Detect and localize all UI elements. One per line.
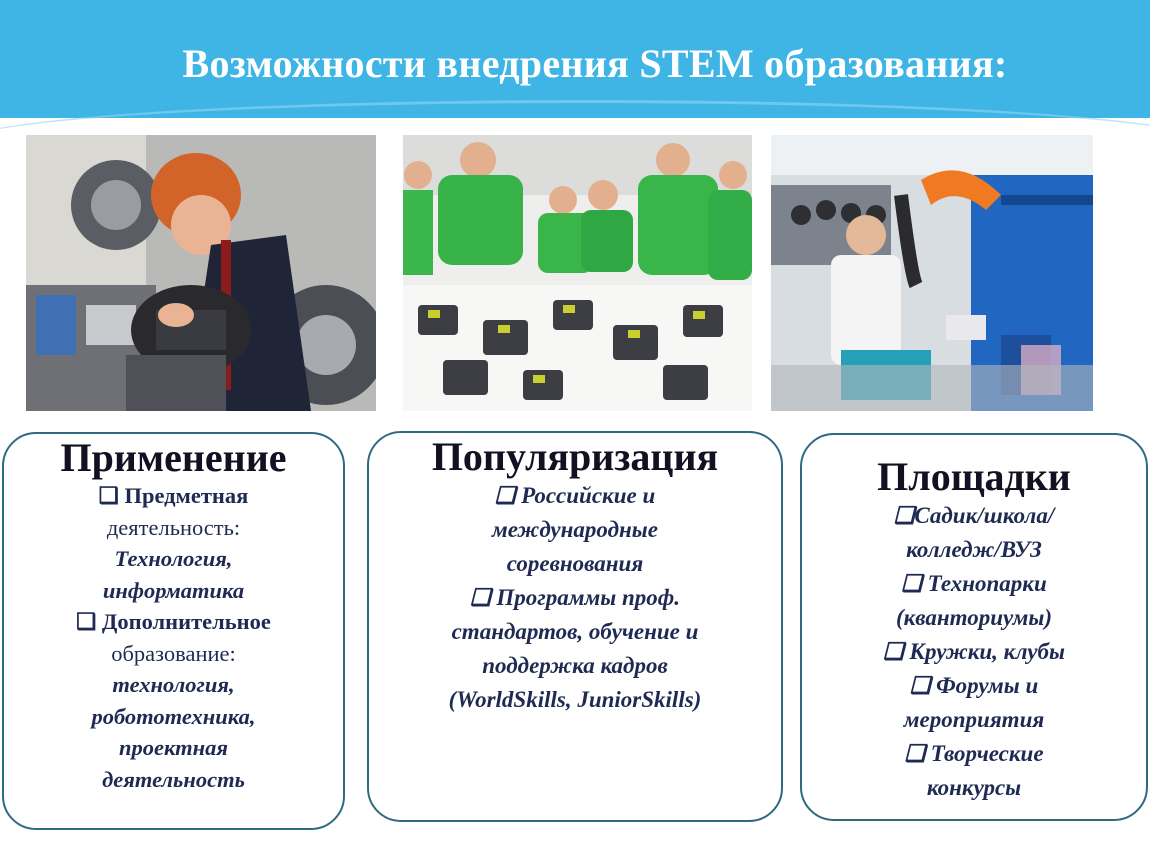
venues-line-6: ❑ Форумы и: [909, 673, 1039, 698]
photo-robotics-boy: [26, 135, 376, 411]
popularization-line-3: соревнования: [506, 551, 644, 576]
application-line-7: технология,: [112, 672, 235, 697]
venues-line-5: ❑ Кружки, клубы: [883, 639, 1065, 664]
card-venues: [800, 433, 1148, 821]
application-line-6: образование:: [111, 640, 236, 666]
popularization-line-7: (WorldSkills, JuniorSkills): [448, 687, 702, 712]
card-title-venues: Площадки: [877, 454, 1071, 499]
popularization-line-2: международные: [492, 517, 658, 542]
application-line-9: проектная: [119, 735, 228, 760]
application-line-5: ❑ Дополнительное: [76, 609, 271, 634]
application-line-10: деятельность: [102, 766, 245, 792]
venues-line-9: конкурсы: [926, 775, 1022, 800]
photo-workshop-soldering: [771, 135, 1093, 411]
popularization-line-4: ❑ Программы проф.: [470, 585, 680, 610]
venues-line-4: (кванториумы): [895, 605, 1053, 630]
venues-line-3: ❑ Технопарки: [901, 571, 1047, 596]
popularization-line-5: стандартов, обучение и: [451, 619, 699, 644]
popularization-line-1: ❑ Российские и: [494, 483, 656, 508]
slide-title: Возможности внедрения STEM образования:: [182, 41, 1008, 86]
photo-green-team-robots: [403, 135, 752, 411]
card-application: [2, 432, 345, 830]
card-title-application: Применение: [60, 435, 287, 480]
popularization-line-6: поддержка кадров: [482, 653, 668, 678]
application-line-1: ❑ Предметная: [98, 483, 249, 508]
card-popularization: [367, 431, 783, 822]
venues-line-1: ❑Садик/школа/: [893, 503, 1055, 528]
application-line-8: робототехника,: [91, 703, 256, 729]
card-title-popularization: Популяризация: [431, 434, 719, 479]
venues-line-2: колледж/ВУЗ: [906, 537, 1042, 562]
venues-line-7: мероприятия: [903, 707, 1045, 732]
application-line-4: информатика: [102, 577, 245, 603]
application-line-3: Технология,: [114, 546, 233, 571]
venues-line-8: ❑ Творческие: [904, 741, 1044, 766]
application-line-2: деятельность:: [106, 514, 241, 540]
